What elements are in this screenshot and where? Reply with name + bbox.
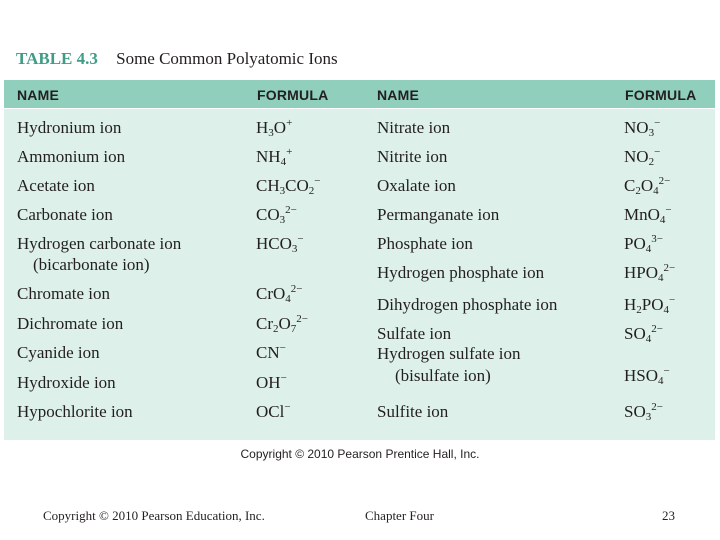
ion-name-hydronium: Hydronium ion <box>17 118 122 137</box>
ion-name-cyanide: Cyanide ion <box>17 343 100 362</box>
formula-sulfate: $SO_4^{2-}$ <box>624 323 663 345</box>
ion-name-oxalate: Oxalate ion <box>377 176 456 195</box>
ion-name-phosphate: Phosphate ion <box>377 234 473 253</box>
header-name-right: NAME <box>377 87 420 103</box>
formula-hydroxide: OH− <box>256 372 287 392</box>
formula-dichromate: $Cr_2O_7^{2-}$ <box>256 313 308 335</box>
table-number: TABLE 4.3 <box>16 49 98 68</box>
ion-name-permanganate: Permanganate ion <box>377 205 500 224</box>
ion-name-nitrite: Nitrite ion <box>377 147 448 166</box>
ion-name-hydroxide: Hydroxide ion <box>17 373 116 392</box>
formula-ammonium: $NH_4^+$ <box>256 146 293 168</box>
formula-hydrogen-phosphate: $HPO_4^{2-}$ <box>624 262 676 284</box>
ion-name-acetate: Acetate ion <box>17 176 95 195</box>
ion-name-ammonium: Ammonium ion <box>17 147 126 166</box>
formula-cyanide: CN− <box>256 342 286 362</box>
ion-name-sulfate: Sulfate ion <box>377 324 452 343</box>
formula-hydronium: $H_3O^+$ <box>256 117 293 139</box>
ion-alt-name-bicarbonate: (bicarbonate ion) <box>33 255 150 274</box>
ion-name-nitrate: Nitrate ion <box>377 118 451 137</box>
formula-hydrogen-sulfate: $HSO_4^-$ <box>624 365 670 387</box>
formula-phosphate: $PO_4^{3-}$ <box>624 233 663 255</box>
formula-hydrogen-carbonate: $HCO_3^-$ <box>256 233 304 255</box>
ion-name-sulfite: Sulfite ion <box>377 402 449 421</box>
footer-copyright: Copyright © 2010 Pearson Education, Inc. <box>43 508 265 523</box>
formula-acetate: $CH_3CO_2^-$ <box>256 175 321 197</box>
formula-nitrate: $NO_3^-$ <box>624 117 661 139</box>
publisher-credit: Copyright © 2010 Pearson Prentice Hall, Inc. <box>240 447 480 461</box>
ion-name-hydrogen-phosphate: Hydrogen phosphate ion <box>377 263 545 282</box>
ion-alt-name-bisulfate: (bisulfate ion) <box>395 366 491 385</box>
header-name-left: NAME <box>17 87 60 103</box>
formula-hypochlorite: OCl− <box>256 401 291 421</box>
formula-carbonate: $CO_3^{2-}$ <box>256 204 297 226</box>
header-formula-right: FORMULA <box>625 87 697 103</box>
ion-name-dichromate: Dichromate ion <box>17 314 124 333</box>
page-number: 23 <box>662 508 675 523</box>
formula-oxalate: $C_2O_4^{2-}$ <box>624 175 671 197</box>
formula-sulfite: $SO_3^{2-}$ <box>624 401 663 423</box>
formula-permanganate: MnO$_4$− <box>624 204 672 226</box>
formula-chromate: CrO$_4^{2-}$ <box>256 283 303 305</box>
header-formula-left: FORMULA <box>257 87 329 103</box>
ion-name-carbonate: Carbonate ion <box>17 205 113 224</box>
ion-name-dihydrogen-phosphate: Dihydrogen phosphate ion <box>377 295 558 314</box>
formula-dihydrogen-phosphate: $H_2PO_4^-$ <box>624 294 676 316</box>
table-caption: Some Common Polyatomic Ions <box>116 49 338 68</box>
ion-name-chromate: Chromate ion <box>17 284 111 303</box>
formula-nitrite: $NO_2^-$ <box>624 146 661 168</box>
table-header <box>4 80 715 108</box>
footer-chapter: Chapter Four <box>365 508 434 523</box>
table-title <box>16 49 338 69</box>
ion-name-hydrogen-sulfate: Hydrogen sulfate ion <box>377 344 521 363</box>
ion-name-hypochlorite: Hypochlorite ion <box>17 402 133 421</box>
ion-name-hydrogen-carbonate: Hydrogen carbonate ion <box>17 234 182 253</box>
